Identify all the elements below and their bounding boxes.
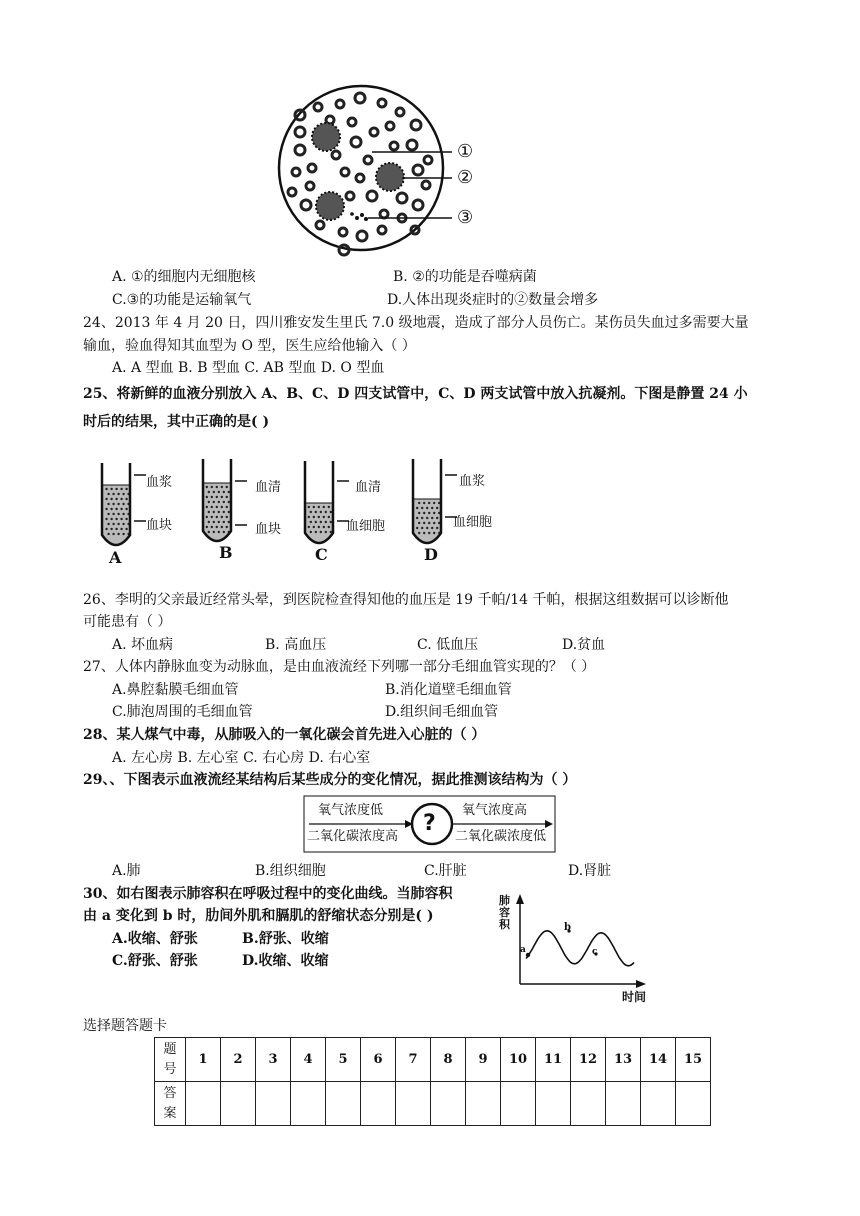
answer-cell[interactable] xyxy=(641,1082,676,1126)
chart-ylabel-3: 积 xyxy=(499,918,510,931)
blood-smear-figure xyxy=(0,0,860,260)
chart-ylabel-1: 肺 xyxy=(499,894,510,907)
q29-stem: 29、、下图表示血液流经某结构后某些成分的变化情况，据此推测该结构为（ ） xyxy=(83,772,577,788)
header-cell-number: 题 号 xyxy=(155,1038,186,1082)
answer-cell[interactable] xyxy=(291,1082,326,1126)
q24-stem-line2: 输血，验血得知其血型为 O 型，医生应给他输入（ ） xyxy=(83,338,416,354)
q26-stem-line2: 可能患有（ ） xyxy=(83,614,172,630)
q29-left-top: 氧气浓度低 xyxy=(318,803,384,818)
label-3: ③ xyxy=(457,207,474,228)
question-number-cell: 8 xyxy=(431,1038,466,1082)
question-number-cell: 7 xyxy=(396,1038,431,1082)
point-a-label: a xyxy=(520,945,526,955)
test-tubes-figure xyxy=(0,445,860,585)
q26-option-d: D.贫血 xyxy=(562,637,606,653)
answer-cell[interactable] xyxy=(326,1082,361,1126)
answer-cell[interactable] xyxy=(361,1082,396,1126)
q29-center-mark: ? xyxy=(423,811,436,836)
question-number-cell: 5 xyxy=(326,1038,361,1082)
test-tube-c xyxy=(305,461,349,543)
answer-card-title: 选择题答题卡 xyxy=(83,1018,167,1034)
q30-option-b: B.舒张、收缩 xyxy=(242,931,329,947)
q29-option-c: C.肝脏 xyxy=(424,863,467,879)
question-number-cell: 13 xyxy=(606,1038,641,1082)
answer-cell[interactable] xyxy=(571,1082,606,1126)
q29-option-b: B.组织细胞 xyxy=(255,863,326,879)
question-number-cell: 14 xyxy=(641,1038,676,1082)
answer-cell[interactable] xyxy=(536,1082,571,1126)
question-number-cell: 1 xyxy=(186,1038,221,1082)
tube-c-top-label: 血清 xyxy=(355,480,382,495)
tube-a-top-label: 血浆 xyxy=(146,475,173,490)
chart-xlabel: 时间 xyxy=(622,990,647,1004)
answer-card-table xyxy=(154,1037,711,1126)
point-b-label: b xyxy=(564,922,571,933)
test-tube-d xyxy=(413,459,457,543)
tube-a-letter: A xyxy=(109,548,122,567)
tube-d-letter: D xyxy=(424,545,438,564)
q30-option-a: A.收缩、舒张 xyxy=(112,931,198,947)
question-number-cell: 9 xyxy=(466,1038,501,1082)
answer-cell[interactable] xyxy=(606,1082,641,1126)
red-blood-cell xyxy=(339,245,349,255)
q27-option-a: A.鼻腔黏膜毛细血管 xyxy=(112,682,239,698)
tube-a-bottom-label: 血块 xyxy=(146,518,173,533)
tube-b-top-label: 血清 xyxy=(255,480,282,495)
q27-stem: 27、人体内静脉血变为动脉血，是由血液流经下列哪一部分毛细血管实现的？（ ） xyxy=(83,659,596,675)
answer-cell[interactable] xyxy=(221,1082,256,1126)
label-1: ① xyxy=(457,141,474,162)
tube-d-top-label: 血浆 xyxy=(459,474,486,489)
q29-option-a: A.肺 xyxy=(112,863,141,879)
q23-option-b: B. ②的功能是吞噬病菌 xyxy=(393,269,537,285)
question-number-cell: 12 xyxy=(571,1038,606,1082)
q29-right-top: 氧气浓度高 xyxy=(462,803,528,818)
question-number-cell: 4 xyxy=(291,1038,326,1082)
answer-cell[interactable] xyxy=(676,1082,711,1126)
table-row xyxy=(155,1038,711,1082)
answer-cell[interactable] xyxy=(256,1082,291,1126)
q23-option-a: A. ①的细胞内无细胞核 xyxy=(112,269,256,285)
question-number-cell: 3 xyxy=(256,1038,291,1082)
q26-option-c: C. 低血压 xyxy=(417,637,479,653)
q26-stem-line1: 26、李明的父亲最近经常头晕，到医院检查得知他的血压是 19 千帕/14 千帕，根据这组数据可以诊断他 xyxy=(83,592,729,608)
chart-ylabel-2: 容 xyxy=(499,906,510,919)
q29-right-bottom: 二氧化碳浓度低 xyxy=(455,829,547,844)
q26-option-a: A. 坏血病 xyxy=(112,637,174,653)
answer-cell[interactable] xyxy=(186,1082,221,1126)
answer-cell[interactable] xyxy=(431,1082,466,1126)
answer-cell[interactable] xyxy=(396,1082,431,1126)
q25-stem-line1: 25、将新鲜的血液分别放入 A、B、C、D 四支试管中，C、D 两支试管中放入抗凝剂。下图是静置 24 小 xyxy=(83,386,748,402)
header-cell-answer: 答 案 xyxy=(155,1082,186,1126)
q27-option-c: C.肺泡周围的毛细血管 xyxy=(112,704,253,720)
tube-c-bottom-label: 血细胞 xyxy=(346,519,386,534)
q23-option-d: D.人体出现炎症时的②数量会增多 xyxy=(387,292,599,308)
tube-b-letter: B xyxy=(219,543,233,562)
point-c-label: c xyxy=(592,947,598,957)
q28-stem: 28、某人煤气中毒，从肺吸入的一氧化碳会首先进入心脏的（ ） xyxy=(83,727,486,743)
test-tube-a xyxy=(102,463,146,545)
q27-option-b: B.消化道壁毛细血管 xyxy=(385,682,512,698)
lung-volume-chart xyxy=(0,880,860,1000)
tube-c-letter: C xyxy=(315,545,328,564)
tube-d-bottom-label: 血细胞 xyxy=(453,515,493,530)
q26-option-b: B. 高血压 xyxy=(265,637,327,653)
q30-stem-line2: 由 a 变化到 b 时，肋间外肌和膈肌的舒缩状态分别是( ) xyxy=(83,908,434,924)
question-number-cell: 2 xyxy=(221,1038,256,1082)
answer-cell[interactable] xyxy=(501,1082,536,1126)
q29-option-d: D.肾脏 xyxy=(568,863,612,879)
q23-option-c: C.③的功能是运输氧气 xyxy=(112,292,252,308)
question-number-cell: 15 xyxy=(676,1038,711,1082)
q24-stem-line1: 24、2013 年 4 月 20 日，四川雅安发生里氏 7.0 级地震，造成了部分人员伤亡。某伤员失血过多需要大量 xyxy=(83,315,749,331)
q30-stem-line1: 30、如右图表示肺容积在呼吸过程中的变化曲线。当肺容积 xyxy=(83,886,453,902)
q27-option-d: D.组织间毛细血管 xyxy=(385,704,499,720)
q24-options: A. A 型血 B. B 型血 C. AB 型血 D. O 型血 xyxy=(112,360,385,376)
tube-b-bottom-label: 血块 xyxy=(255,522,282,537)
q29-left-bottom: 二氧化碳浓度高 xyxy=(307,829,399,844)
q30-option-d: D.收缩、收缩 xyxy=(242,953,329,969)
label-2: ② xyxy=(457,167,474,188)
question-number-cell: 10 xyxy=(501,1038,536,1082)
question-number-cell: 6 xyxy=(361,1038,396,1082)
test-tube-b xyxy=(203,459,247,541)
q25-stem-line2: 时后的结果，其中正确的是( ) xyxy=(83,414,270,430)
q28-options: A. 左心房 B. 左心室 C. 右心房 D. 右心室 xyxy=(112,750,371,766)
answer-cell[interactable] xyxy=(466,1082,501,1126)
table-row xyxy=(155,1082,711,1126)
q30-option-c: C.舒张、舒张 xyxy=(112,953,198,969)
question-number-cell: 11 xyxy=(536,1038,571,1082)
